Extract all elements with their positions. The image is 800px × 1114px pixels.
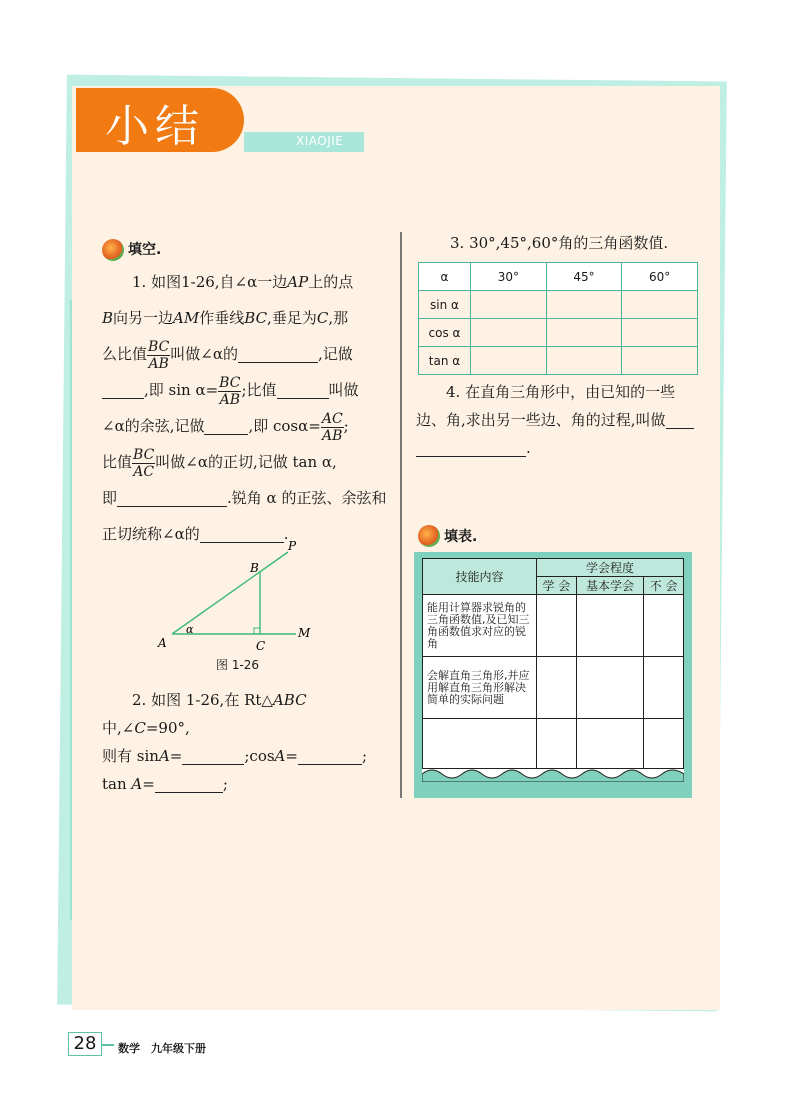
q1-c: C	[316, 309, 329, 327]
q2-line1	[102, 686, 392, 742]
answer-blank[interactable]	[666, 409, 694, 429]
answer-blank[interactable]	[117, 487, 227, 507]
fill-table-heading	[418, 522, 477, 550]
level-col: 学 会	[537, 577, 577, 595]
fraction-denominator: AB	[322, 427, 343, 444]
skill-header: 技能内容	[423, 559, 537, 595]
fill-blank-title: 填空.	[128, 242, 162, 258]
label-a: A	[158, 636, 167, 650]
line-ap	[172, 552, 288, 634]
q4-line1: 4. 在直角三角形中，由已知的一些	[446, 383, 676, 401]
table-cell[interactable]	[546, 319, 622, 347]
skill-assessment-box	[414, 552, 692, 798]
fill-table-title: 填表.	[444, 529, 478, 545]
fraction-ac-ab	[321, 411, 344, 444]
table-row	[423, 719, 684, 769]
q1-text: ,即 sin α=	[144, 381, 219, 399]
q1-text: 比值	[102, 453, 133, 471]
q1-ap: AP	[287, 273, 309, 291]
q1-text: 叫做∠α的	[170, 345, 238, 363]
q1-text: 1. 如图1-26,自∠α一边	[132, 273, 288, 291]
fraction-numerator: BC	[219, 374, 241, 391]
q2-a: A	[274, 747, 286, 765]
table-cell[interactable]	[537, 595, 577, 657]
fraction-numerator: BC	[148, 338, 170, 355]
q1-line4	[102, 372, 392, 408]
question-4	[416, 378, 706, 462]
q4-text: .	[526, 439, 531, 457]
q2-text: 2. 如图 1-26,在 Rt△	[132, 691, 273, 709]
table-cell[interactable]	[471, 347, 547, 375]
q2-a: A	[131, 775, 143, 793]
level-col: 基本学会	[576, 577, 644, 595]
table-row-header: cos α	[419, 319, 471, 347]
q1-text: .锐角 α 的正弦、余弦和	[227, 489, 387, 507]
table-cell[interactable]	[546, 347, 622, 375]
level-header: 学会程度	[537, 559, 684, 577]
fraction-bc-ac	[132, 447, 155, 480]
wavy-edge	[422, 766, 684, 782]
table-row	[423, 559, 684, 577]
page-number: 28	[68, 1032, 102, 1056]
skill-item: 能用计算器求锐角的三角函数值,及已知三角函数值求对应的锐角	[423, 595, 537, 657]
q1-text: ;比值	[241, 381, 277, 399]
figure-caption: 图 1-26	[216, 658, 260, 672]
q1-text: ∠α的余弦,记做	[102, 417, 205, 435]
q1-am: AM	[173, 309, 200, 327]
fraction-bc-ab	[218, 375, 241, 408]
table-cell[interactable]	[576, 657, 644, 719]
table-cell[interactable]	[644, 595, 684, 657]
answer-blank[interactable]	[277, 379, 329, 399]
label-p: P	[288, 540, 297, 553]
fraction-denominator: AB	[219, 391, 240, 408]
table-row-header: tan α	[419, 347, 471, 375]
fraction-numerator: BC	[133, 446, 155, 463]
q2-abc: ABC	[272, 691, 307, 709]
q2-a: A	[158, 747, 170, 765]
fraction-denominator: AC	[133, 463, 155, 480]
answer-blank[interactable]	[182, 745, 244, 765]
q2-c: C	[134, 719, 146, 737]
q2-text: ;	[361, 747, 368, 765]
page-subtitle: XIAOJIE	[296, 134, 344, 148]
fraction-numerator: AC	[321, 410, 343, 427]
answer-blank[interactable]	[238, 343, 318, 363]
table-cell[interactable]	[576, 719, 644, 769]
q1-line1	[102, 264, 392, 300]
right-angle-mark	[254, 628, 260, 634]
q1-text: 即	[102, 489, 118, 507]
table-row	[423, 657, 684, 719]
q1-line7	[102, 480, 392, 516]
q2-text: =90°,	[145, 719, 190, 737]
q1-line5	[102, 408, 392, 444]
q1-text: ,那	[328, 309, 349, 327]
answer-blank[interactable]	[204, 415, 248, 435]
fill-blank-heading	[102, 236, 392, 264]
table-row-header: sin α	[419, 291, 471, 319]
level-col: 不 会	[644, 577, 684, 595]
table-cell[interactable]	[644, 719, 684, 769]
q4-line3	[416, 434, 706, 462]
q4-line2	[416, 406, 706, 434]
q2-line3	[102, 770, 392, 798]
fraction-denominator: AB	[148, 355, 169, 372]
table-cell[interactable]	[644, 657, 684, 719]
q2-text: 中,∠	[102, 719, 135, 737]
table-cell[interactable]	[622, 291, 698, 319]
q2-text: tan	[102, 775, 127, 793]
ornament-icon	[102, 239, 124, 261]
q1-text: ,垂足为	[267, 309, 317, 327]
question-1	[102, 264, 392, 300]
skill-table	[422, 558, 684, 769]
table-cell[interactable]	[423, 719, 537, 769]
q2-text: =	[142, 775, 155, 793]
answer-blank[interactable]	[416, 437, 526, 457]
table-row	[419, 347, 698, 375]
table-cell[interactable]	[576, 595, 644, 657]
table-cell[interactable]	[471, 319, 547, 347]
q1-text: 上的点	[308, 273, 354, 291]
table-col-header: 45°	[546, 263, 622, 291]
q2-line2	[102, 742, 392, 770]
q1-text: 叫做∠α的正切,记做 tan α,	[155, 453, 337, 471]
q1-text: 正切统称∠α的	[102, 525, 200, 543]
q1-text: .	[283, 525, 289, 543]
q2-text: ;	[222, 775, 228, 793]
label-b: B	[250, 561, 259, 575]
q2-text: =	[169, 747, 183, 765]
q2-text: ;cos	[244, 747, 275, 765]
label-alpha: α	[186, 623, 194, 636]
q2-text: =	[285, 747, 298, 765]
fraction-bc-ab	[147, 339, 170, 372]
q1-text: 叫做	[328, 381, 359, 399]
question-3-title: 3. 30°,45°,60°角的三角函数值.	[450, 234, 669, 252]
book-title: 数学 九年级下册	[118, 1042, 206, 1055]
q1-line6	[102, 444, 392, 480]
answer-blank[interactable]	[102, 379, 144, 399]
table-cell[interactable]	[622, 319, 698, 347]
table-col-header: 30°	[471, 263, 547, 291]
table-cell[interactable]	[537, 719, 577, 769]
q1-text: ;	[343, 417, 349, 435]
table-cell[interactable]	[471, 291, 547, 319]
table-row	[419, 319, 698, 347]
q1-text: ,即 cosα=	[248, 417, 321, 435]
table-cell[interactable]	[622, 347, 698, 375]
table-row	[419, 263, 698, 291]
q1-line2	[102, 300, 392, 336]
page-title: 小结	[105, 101, 205, 152]
answer-blank[interactable]	[298, 745, 362, 765]
q1-text: ,记做	[317, 345, 353, 363]
q2-text: 则有 sin	[102, 747, 159, 765]
left-column	[102, 236, 392, 552]
ornament-icon	[418, 525, 440, 547]
q1-b: B	[102, 309, 114, 327]
q1-text: 作垂线	[199, 309, 245, 327]
question-2	[102, 686, 392, 798]
q1-bc: BC	[244, 309, 268, 327]
q4-text: 边、角,求出另一些边、角的过程,叫做	[416, 411, 666, 429]
column-divider	[400, 232, 402, 798]
q1-text: 么比值	[102, 345, 148, 363]
table-corner: α	[419, 263, 471, 291]
table-cell[interactable]	[537, 657, 577, 719]
table-cell[interactable]	[546, 291, 622, 319]
page-number-tail	[102, 1044, 114, 1046]
skill-item: 会解直角三角形,并应用解直角三角形解决简单的实际问题	[423, 657, 537, 719]
table-col-header: 60°	[622, 263, 698, 291]
q1-text: 向另一边	[113, 309, 174, 327]
trig-value-table	[418, 262, 698, 375]
label-c: C	[256, 639, 266, 653]
table-row	[419, 291, 698, 319]
skill-table-wrapper	[422, 558, 684, 780]
label-m: M	[298, 626, 311, 640]
table-row	[423, 595, 684, 657]
answer-blank[interactable]	[155, 773, 223, 793]
q1-line3	[102, 336, 392, 372]
